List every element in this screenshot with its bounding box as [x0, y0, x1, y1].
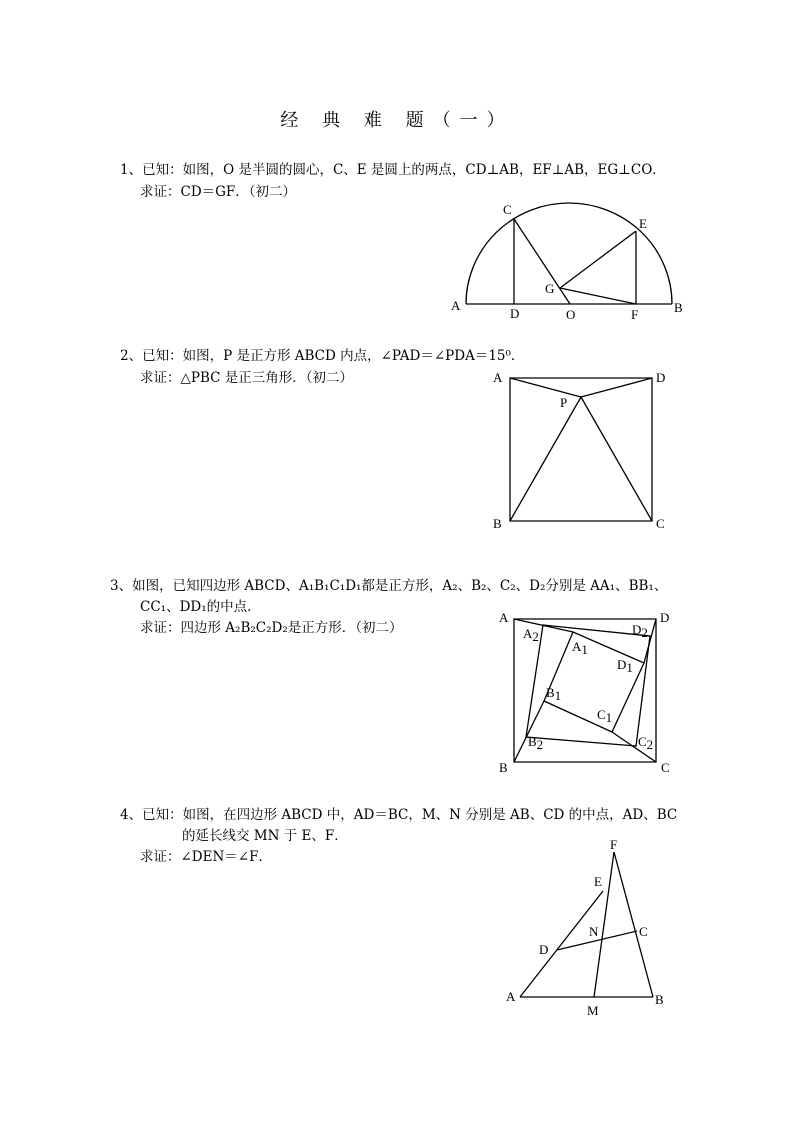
square-ABCD [510, 378, 652, 521]
fig3-label-A: A [499, 610, 509, 625]
fig3-label-B: B [499, 760, 508, 775]
page-title: 经 典 难 题（一） [280, 110, 514, 131]
fig1-label-C: C [503, 202, 512, 217]
fig3-label-B2: B2 [528, 734, 544, 752]
problem-3-statement: 3、如图，已知四边形 ABCD、A₁B₁C₁D₁都是正方形，A₂、B₂、C₂、D₂分别是 AA₁、BB₁、 [110, 578, 668, 594]
fig4-label-F: F [610, 837, 618, 852]
segment-DP [581, 378, 652, 397]
segment-BB1 [514, 701, 544, 762]
fig4-label-N: N [589, 924, 599, 939]
fig3-label-C1: C1 [597, 707, 613, 725]
fig2-label-D: D [656, 370, 666, 385]
problem-1-prove: 求证：CD＝GF．（初二） [140, 184, 297, 200]
fig1-label-E: E [639, 216, 647, 231]
segment-EG [560, 231, 636, 288]
fig3-label-B1: B1 [546, 685, 562, 703]
fig1-label-F: F [631, 307, 639, 322]
problem-1-statement: 1、已知：如图，O 是半圆的圆心，C、E 是圆上的两点，CD⊥AB，EF⊥AB，EG⊥CO． [120, 162, 666, 178]
segment-AE [520, 891, 603, 997]
fig1-label-B: B [674, 300, 683, 315]
fig3-label-A2: A2 [523, 626, 539, 644]
fig3-label-C2: C2 [638, 734, 654, 752]
segment-CP [581, 397, 652, 521]
fig4-label-B: B [655, 992, 664, 1007]
fig4-label-C: C [639, 924, 648, 939]
segment-AP [510, 378, 581, 397]
fig1-label-O: O [566, 307, 576, 322]
problem-4-statement-cont: 的延长线交 MN 于 E、F． [182, 828, 348, 844]
fig1-label-D: D [510, 306, 520, 321]
fig2-label-B: B [493, 516, 502, 531]
fig4-label-A: A [506, 989, 516, 1004]
segment-BP [510, 397, 581, 521]
fig4-label-M: M [587, 1003, 599, 1018]
fig1-label-A: A [451, 298, 461, 313]
problem-4-statement: 4、已知：如图，在四边形 ABCD 中，AD＝BC，M、N 分别是 AB、CD 的中点，AD、BC [120, 807, 678, 823]
fig3-label-D1: D1 [617, 657, 633, 675]
fig4-label-E: E [594, 874, 602, 889]
problem-3-prove: 求证：四边形 A₂B₂C₂D₂是正方形．（初二） [140, 620, 403, 636]
fig2-label-A: A [493, 370, 503, 385]
problem-2-statement: 2、已知：如图，P 是正方形 ABCD 内点，∠PAD＝∠PDA＝15⁰． [120, 348, 525, 364]
figure-4-quadrilateral [520, 852, 653, 997]
fig3-label-C: C [661, 760, 670, 775]
fig3-label-D2: D2 [632, 622, 648, 640]
square-A1B1C1D1 [544, 632, 644, 732]
fig3-label-A1: A1 [572, 639, 588, 657]
fig2-label-C: C [656, 516, 665, 531]
fig1-label-G: G [545, 281, 555, 296]
figure-2-square [510, 378, 652, 521]
segment-CO [514, 219, 570, 304]
square-A2B2C2D2 [526, 625, 650, 746]
problem-2-prove: 求证：△PBC 是正三角形．（初二） [140, 370, 354, 386]
problem-4-prove: 求证：∠DEN＝∠F． [140, 849, 272, 865]
segment-GF [560, 288, 636, 304]
fig2-label-P: P [560, 395, 568, 410]
fig3-label-D: D [660, 610, 670, 625]
problem-3-statement-cont: CC₁、DD₁的中点． [140, 599, 261, 615]
fig4-label-D: D [539, 942, 549, 957]
